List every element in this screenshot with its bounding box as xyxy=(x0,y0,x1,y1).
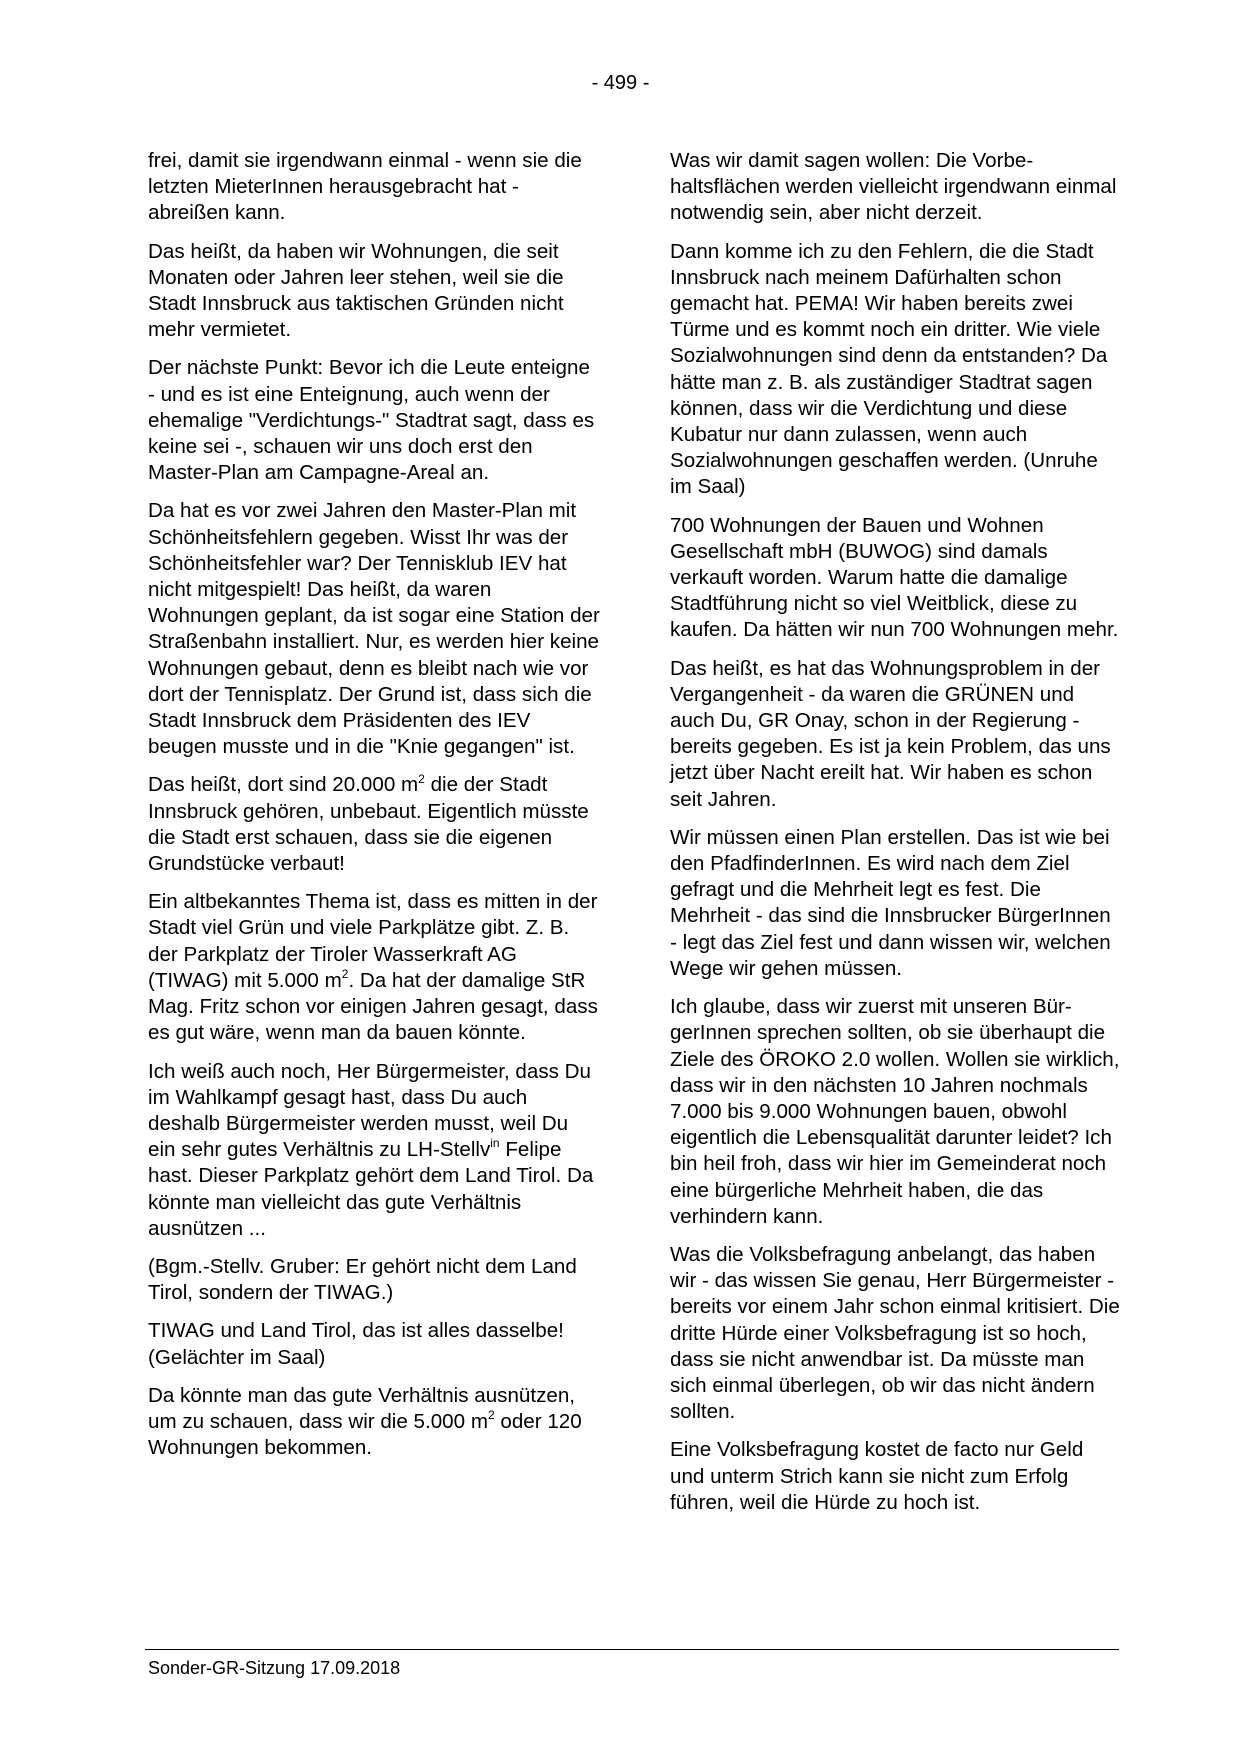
paragraph xyxy=(148,1383,600,1462)
paragraph-text: Ein altbekanntes Thema ist, dass es mitten in der Stadt viel Grün und viele Parkplätze gibt. Z. B. der Parkplatz der Tiroler Wasserkraft AG (TIWAG) mit 5.000 m xyxy=(148,890,598,992)
paragraph: frei, damit sie irgendwann einmal - wenn sie die letzten MieterInnen herausgebracht hat - abreißen kann. xyxy=(148,149,582,225)
page-number: - 499 - xyxy=(591,72,650,94)
superscript: 2 xyxy=(418,771,425,786)
paragraph-text: die der Stadt Innsbruck gehören, unbebaut. Eigentlich müsste die Stadt erst schauen, dass sie die eigenen Grundstücke verbaut! xyxy=(148,773,589,876)
paragraph: Dann komme ich zu den Fehlern, die die Stadt Innsbruck nach meinem Dafürhalten schon gemacht hat. PEMA! Wir haben bereits zwei Türme und es kommt noch ein dritter. Wie viele Sozialwohnungen sind denn da entstanden? Da hätte man z. B. als zuständiger Stadtrat sagen können, dass wir die Verdichtung und diese Kubatur nur dann zulassen, wenn auch Sozialwohnungen geschaffen werden. (Unruhe im Saal) xyxy=(670,239,1108,499)
paragraph-text: Ich weiß auch noch, Her Bürgermeister, dass Du im Wahlkampf gesagt hast, dass Du auch deshalb Bürgermeister werden musst, weil Du ein sehr gutes Verhältnis zu LH-Stellv xyxy=(148,1059,591,1162)
paragraph: Ich glaube, dass wir zuerst mit unseren BürgerInnen sprechen sollten, ob sie überhaupt die Ziele des ÖROKO 2.0 wollen. Wollen sie wirklich, dass wir in den nächsten 10 Jahren nochmals 7.000 bis 9.000 Wohnungen bauen, obwohl eigentlich die Lebensqualität darunter leidet? Ich bin heil froh, dass wir hier im Gemeinderat noch eine bürgerliche Mehrheit haben, die das verhindern kann. xyxy=(670,995,1120,1228)
superscript: 2 xyxy=(487,1408,495,1423)
paragraph: 700 Wohnungen der Bauen und Wohnen Gesellschaft mbH (BUWOG) sind damals verkauft worden. Warum hatte die damalige Stadtführung nicht so viel Weitblick, diese zu kaufen. Da hätten wir nun 700 Wohnungen mehr. xyxy=(670,513,1119,642)
paragraph-text: Das heißt, dort sind 20.000 m xyxy=(148,773,419,797)
paragraph: Das heißt, da haben wir Wohnungen, die seit Monaten oder Jahren leer stehen, weil sie die Stadt Innsbruck aus taktischen Gründen nicht mehr vermietet. xyxy=(148,239,564,342)
paragraph-text: oder 120 Wohnungen bekommen. xyxy=(148,1409,582,1460)
superscript: 2 xyxy=(341,967,349,982)
paragraph: Der nächste Punkt: Bevor ich die Leute enteigne - und es ist eine Enteignung, auch wenn der ehemalige "Verdichtungs-" Stadtrat sagt, dass es keine sei -, schauen wir uns doch erst den Master-Plan am Campagne-Areal an. xyxy=(148,356,595,485)
paragraph: Was die Volksbefragung anbelangt, das haben wir - das wissen Sie genau, Herr Bürgermeister - bereits vor einem Jahr schon einmal kritisiert. Die dritte Hürde einer Volksbefragung ist so hoch, dass sie nicht anwendbar ist. Da müsste man sich einmal überlegen, ob wir das nicht ändern sollten. xyxy=(670,1242,1120,1424)
footer-divider xyxy=(145,1649,1119,1650)
paragraph: Da hat es vor zwei Jahren den Master-Plan mit Schönheitsfehlern gegeben. Wisst Ihr was der Schönheitsfehler war? Der Tennisklub IEV hat nicht mitgespielt! Das heißt, da waren Wohnungen geplant, da ist sogar eine Station der Straßenbahn installiert. Nur, es werden hier keine Wohnungen gebaut, denn es bleibt nach wie vor dort der Tennisplatz. Der Grund ist, dass sich die Stadt Innsbruck dem Präsidenten des IEV beugen musste und in die "Knie gegangen" ist. xyxy=(148,499,600,759)
paragraph-text: Felipe hast. Dieser Parkplatz gehört dem Land Tirol. Da könnte man vielleicht das gute Verhältnis ausnützen ... xyxy=(148,1138,594,1240)
left-column xyxy=(148,148,600,1473)
paragraph xyxy=(148,772,600,877)
superscript: in xyxy=(490,1136,500,1151)
paragraph: Wir müssen einen Plan erstellen. Das ist wie bei den PfadfinderInnen. Es wird nach dem Ziel gefragt und die Mehrheit legt es fest. Die Mehrheit - das sind die Innsbrucker BürgerInnen - legt das Ziel fest und dann wissen wir, welchen Wege wir gehen müssen. xyxy=(670,825,1111,980)
paragraph-text: . Da hat der damalige StR Mag. Fritz schon vor einigen Jahren gesagt, dass es gut wäre, wenn man da bauen könnte. xyxy=(148,968,598,1045)
paragraph: Eine Volksbefragung kostet de facto nur Geld und unterm Strich kann sie nicht zum Erfolg führen, weil die Hürde zu hoch ist. xyxy=(670,1438,1084,1514)
right-column xyxy=(670,148,1122,1528)
paragraph: (Bgm.-Stellv. Gruber: Er gehört nicht dem Land Tirol, sondern der TIWAG.) xyxy=(148,1254,577,1305)
paragraph: Das heißt, es hat das Wohnungsproblem in der Vergangenheit - da waren die GRÜNEN und auch Du, GR Onay, schon in der Regierung - bereits gegeben. Es ist ja kein Problem, das uns jetzt über Nacht ereilt hat. Wir haben es schon seit Jahren. xyxy=(670,656,1111,811)
paragraph xyxy=(148,1059,600,1242)
paragraph: Was wir damit sagen wollen: Die Vorbehaltsflächen werden vielleicht irgendwann einmal notwendig sein, aber nicht derzeit. xyxy=(670,149,1117,225)
footer-session-label: Sonder-GR-Sitzung 17.09.2018 xyxy=(148,1658,401,1678)
paragraph xyxy=(148,889,600,1046)
paragraph-text: Da könnte man das gute Verhältnis ausnützen, um zu schauen, dass wir die 5.000 m xyxy=(148,1383,576,1433)
paragraph: TIWAG und Land Tirol, das ist alles dasselbe! (Gelächter im Saal) xyxy=(148,1319,564,1369)
